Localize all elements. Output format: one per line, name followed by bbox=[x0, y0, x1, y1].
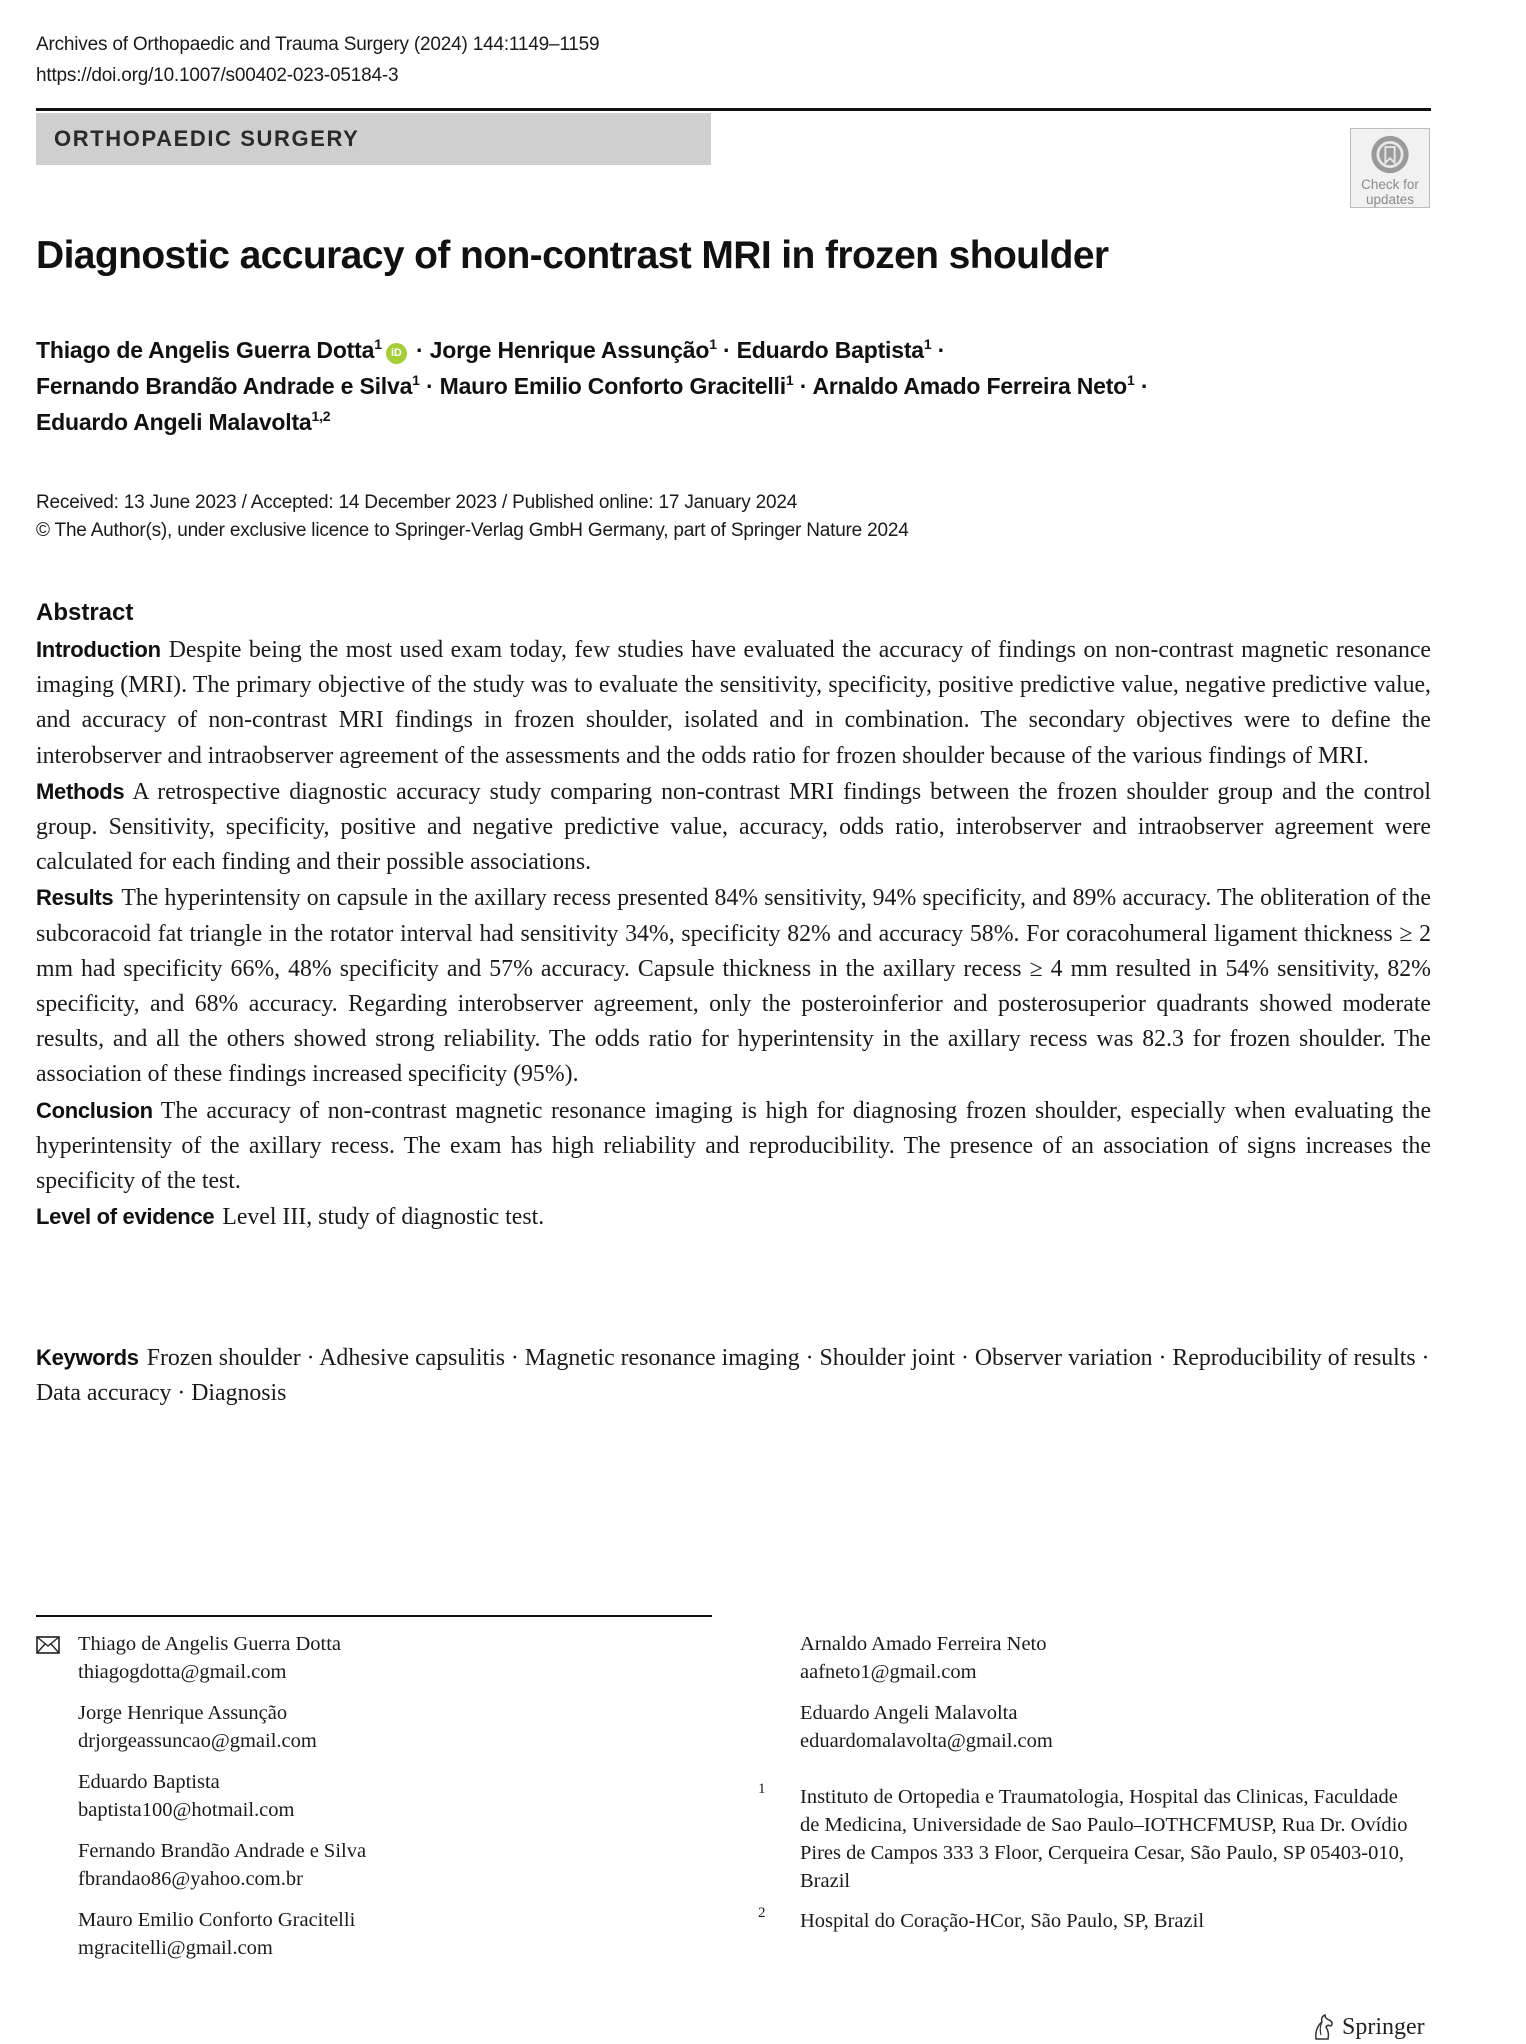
contact-name: Mauro Emilio Conforto Gracitelli bbox=[78, 1909, 356, 1931]
footnote-rule bbox=[36, 1615, 712, 1617]
author-name[interactable]: Eduardo Baptista bbox=[736, 337, 924, 363]
contact-email[interactable]: thiagogdotta@gmail.com bbox=[78, 1661, 287, 1683]
author-affiliation-marker: 1 bbox=[412, 372, 420, 388]
introduction-label: Introduction bbox=[36, 637, 161, 662]
abstract-results bbox=[36, 880, 1431, 1092]
author-name[interactable]: Mauro Emilio Conforto Gracitelli bbox=[439, 373, 786, 399]
author-affiliation-marker: 1 bbox=[923, 336, 932, 352]
author-name[interactable]: Arnaldo Amado Ferreira Neto bbox=[812, 373, 1128, 399]
contact-email[interactable]: mgracitelli@gmail.com bbox=[78, 1937, 273, 1959]
author-name[interactable]: Eduardo Angeli Malavolta bbox=[36, 409, 312, 435]
contact-email[interactable]: fbrandao86@yahoo.com.br bbox=[78, 1868, 303, 1890]
check-updates-icon bbox=[1368, 134, 1412, 175]
contact-entry bbox=[78, 1630, 341, 1686]
section-band bbox=[36, 113, 711, 165]
author-affiliation-marker: 1 bbox=[709, 336, 717, 352]
author-name[interactable]: Thiago de Angelis Guerra Dotta bbox=[36, 337, 375, 363]
keywords-block bbox=[36, 1340, 1431, 1411]
springer-horse-icon bbox=[1310, 2013, 1336, 2041]
affiliation-text: Hospital do Coração-HCor, São Paulo, SP, Brazil bbox=[800, 1910, 1205, 1932]
evidence-text: Level III, study of diagnostic test. bbox=[222, 1204, 545, 1231]
journal-citation: Archives of Orthopaedic and Trauma Surgery (2024) 144:1149–1159 bbox=[36, 34, 600, 55]
contact-email[interactable]: eduardomalavolta@gmail.com bbox=[800, 1730, 1053, 1752]
results-label: Results bbox=[36, 885, 114, 911]
abstract-introduction bbox=[36, 632, 1431, 774]
orcid-icon[interactable]: iD bbox=[386, 343, 407, 364]
methods-text: A retrospective diagnostic accuracy study comparing non-contrast MRI findings between the frozen shoulder group and the control group. Sensitivity, specificity, positive and negative predictive value, accuracy, odds ratio, interobserver and intraobserver agreement were calculated for each finding and their possible associations. bbox=[36, 778, 1431, 876]
results-text: The hyperintensity on capsule in the axillary recess presented 84% sensitivity, 94% specificity, and 89% accuracy. The obliteration of the subcoracoid fat triangle in the rotator interval had sensitivity 34%, specificity 82% and accuracy 58%. For coracohumeral ligament thickness ≥ 2 mm had specificity 66%, 48% specificity and 57% accuracy. Capsule thickness in the axillary recess ≥ 4 mm resulted in 54% sensitivity, 82% specificity, and 68% accuracy. Regarding interobserver agreement, only the posteroinferior and posterosuperior quadrants showed moderate results, and all the others showed strong reliability. The odds ratio for hyperintensity in the axillary recess was 82.3 for frozen shoulder. The association of these findings increased specificity (95%). bbox=[36, 885, 1431, 1088]
abstract-conclusion bbox=[36, 1093, 1431, 1200]
doi-link[interactable]: https://doi.org/10.1007/s00402-023-05184-3 bbox=[36, 65, 399, 86]
section-label: ORTHOPAEDIC SURGERY bbox=[54, 126, 360, 151]
contact-entry bbox=[78, 1837, 366, 1893]
publication-dates: Received: 13 June 2023 / Accepted: 14 December 2023 / Published online: 17 January 2024 bbox=[36, 492, 798, 513]
evidence-label: Level of evidence bbox=[36, 1204, 215, 1230]
contact-email[interactable]: aafneto1@gmail.com bbox=[800, 1661, 977, 1683]
contact-name: Jorge Henrique Assunção bbox=[78, 1702, 288, 1724]
abstract-methods bbox=[36, 774, 1431, 881]
methods-label: Methods bbox=[36, 778, 125, 804]
author-name[interactable]: Fernando Brandão Andrade e Silva bbox=[36, 373, 413, 399]
contact-name: Fernando Brandão Andrade e Silva bbox=[78, 1840, 367, 1862]
conclusion-label: Conclusion bbox=[36, 1097, 153, 1123]
envelope-icon bbox=[36, 1636, 60, 1654]
author-affiliation-marker: 1 bbox=[374, 336, 382, 352]
contact-entry bbox=[800, 1630, 1047, 1686]
article-title: Diagnostic accuracy of non-contrast MRI in frozen shoulder bbox=[36, 234, 1109, 277]
contact-email[interactable]: drjorgeassuncao@gmail.com bbox=[78, 1730, 317, 1752]
author-affiliation-marker: 1,2 bbox=[311, 408, 331, 424]
publisher-name: Springer bbox=[1342, 2013, 1425, 2040]
contact-entry bbox=[78, 1906, 355, 1962]
author-affiliation-marker: 1 bbox=[785, 372, 794, 388]
contact-name: Eduardo Baptista bbox=[78, 1771, 220, 1793]
contact-entry bbox=[78, 1768, 294, 1824]
abstract-heading: Abstract bbox=[36, 599, 134, 626]
conclusion-text: The accuracy of non-contrast magnetic resonance imaging is high for diagnosing frozen shoulder, especially when evaluating the hyperintensity of the axillary recess. The exam has high reliability and reproducibility. The presence of an association of signs increases the specificity of the test. bbox=[36, 1097, 1431, 1195]
author-name[interactable]: Jorge Henrique Assunção bbox=[429, 337, 710, 363]
contact-name: Thiago de Angelis Guerra Dotta bbox=[78, 1633, 342, 1655]
abstract-body bbox=[36, 632, 1431, 1235]
contact-entry bbox=[78, 1699, 317, 1755]
keywords-label: Keywords bbox=[36, 1345, 139, 1370]
affiliation-number: 1 bbox=[758, 1781, 766, 1797]
publisher-logo bbox=[1310, 2013, 1425, 2041]
header-rule bbox=[36, 108, 1431, 111]
abstract-evidence bbox=[36, 1199, 1431, 1235]
contact-name: Eduardo Angeli Malavolta bbox=[800, 1702, 1018, 1724]
contact-name: Arnaldo Amado Ferreira Neto bbox=[800, 1633, 1047, 1655]
affiliation-number: 2 bbox=[758, 1905, 766, 1921]
check-for-updates-badge[interactable] bbox=[1350, 128, 1430, 208]
keywords-text: Frozen shoulder · Adhesive capsulitis · Magnetic resonance imaging · Shoulder joint · Observer variation · Reproducibility of results · Data accuracy · Diagnosis bbox=[36, 1345, 1430, 1407]
contact-email[interactable]: baptista100@hotmail.com bbox=[78, 1799, 295, 1821]
author-affiliation-marker: 1 bbox=[1127, 372, 1135, 388]
introduction-text: Despite being the most used exam today, few studies have evaluated the accuracy of findings on non-contrast magnetic resonance imaging (MRI). The primary objective of the study was to evaluate the sensitivity, specificity, positive predictive value, negative predictive value, and accuracy of non-contrast MRI findings in frozen shoulder, isolated and in combination. The secondary objectives were to define the interobserver and intraobserver agreement of the assessments and the odds ratio for frozen shoulder because of the various findings of MRI. bbox=[36, 637, 1431, 769]
affiliation-text: Instituto de Ortopedia e Traumatologia, Hospital das Clinicas, Faculdade de Medicina, Universidade de Sao Paulo–IOTHCFMUSP, Rua Dr. Ovídio Pires de Campos 333 3 Floor, Cerqueira Cesar, São Paulo, SP 05403-010, Brazil bbox=[800, 1786, 1408, 1892]
copyright-line: © The Author(s), under exclusive licence to Springer-Verlag GmbH Germany, part of Springer Nature 2024 bbox=[36, 520, 909, 541]
check-updates-label: Check for updates bbox=[1361, 177, 1419, 207]
author-list: Thiago de Angelis Guerra Dotta$^1$iD · Jorge Henrique Assunção$^1$ · Eduardo Baptista$^1$ · Fernando Brandão Andrade e Silva$^1$ · Mauro Emilio Conforto Gracitelli$^1$ · Arnaldo Amado Ferreira Neto$^1$ · Eduardo Angeli Malavolta$^{1,2}$ bbox=[36, 336, 1149, 435]
contact-entry bbox=[800, 1699, 1053, 1755]
